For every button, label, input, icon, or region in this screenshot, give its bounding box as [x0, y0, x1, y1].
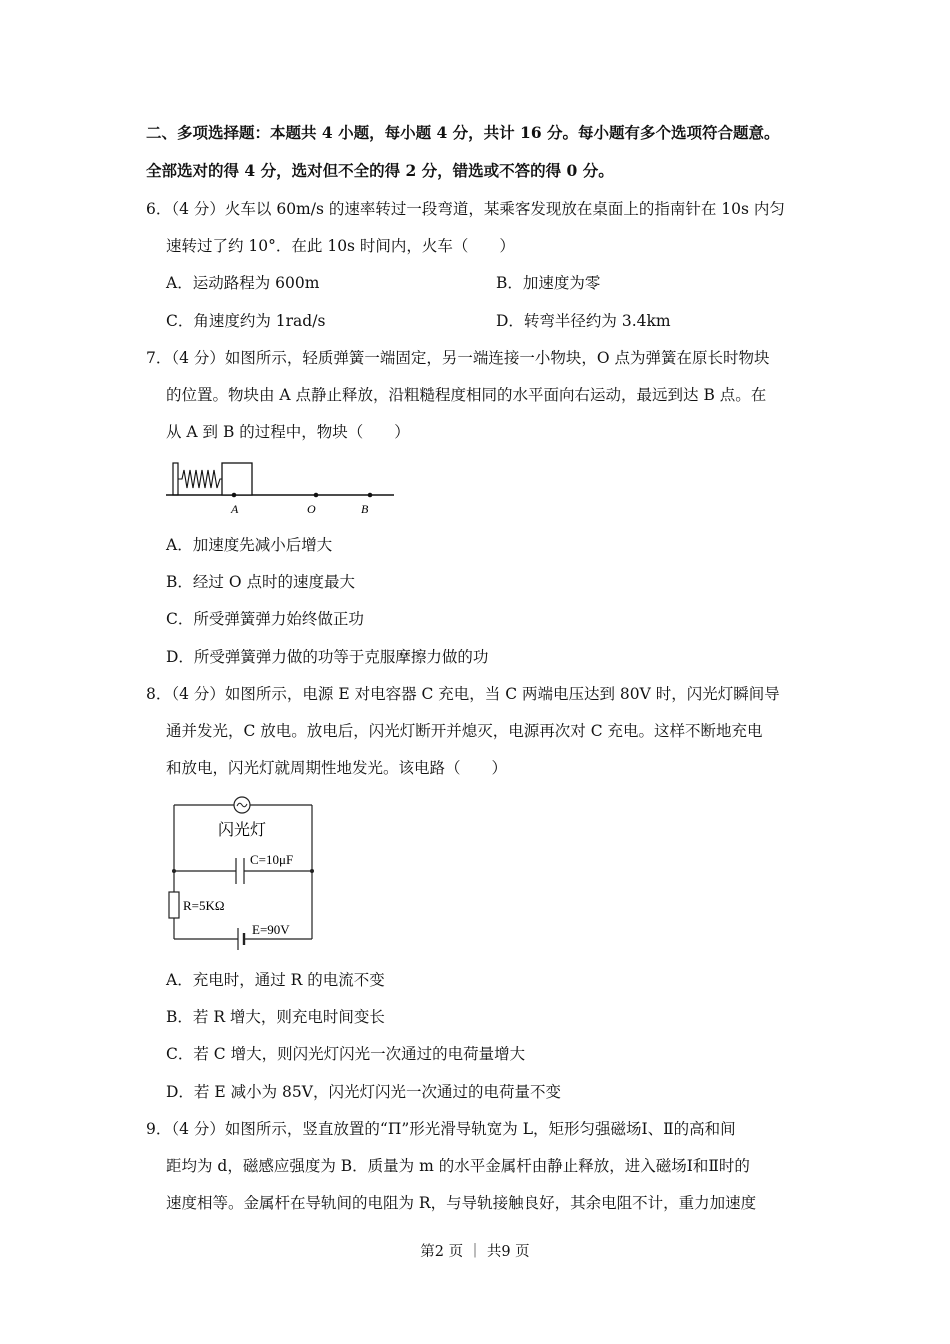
q9-stem-line2: 距均为 d，磁感应强度为 B．质量为 m 的水平金属杆由静止释放，进入磁场Ⅰ和Ⅱ时的	[166, 1157, 750, 1175]
q7-stem-line3: 从 A 到 B 的过程中，物块（ ）	[166, 423, 410, 441]
q9-stem-line3: 速度相等。金属杆在导轨间的电阻为 R，与导轨接触良好，其余电阻不计，重力加速度	[166, 1194, 757, 1212]
point-b	[368, 493, 373, 498]
q6-stem-line2: 速转过了约 10°．在此 10s 时间内，火车（ ）	[166, 237, 515, 255]
q8-stem-line3: 和放电，闪光灯就周期性地发光。该电路（ ）	[166, 759, 508, 777]
point-o	[314, 493, 319, 498]
q8-option-a: A．充电时，通过 R 的电流不变	[166, 971, 385, 989]
source-label: E=90V	[252, 922, 290, 937]
q7-stem-line1: 7．（4 分）如图所示，轻质弹簧一端固定，另一端连接一小物块，O 点为弹簧在原长时物块	[146, 349, 770, 367]
flash-lamp-circuit-figure	[160, 792, 330, 952]
label-o: O	[307, 502, 316, 516]
q6-option-c: C．角速度约为 1rad/s	[166, 312, 326, 330]
q7-option-a: A．加速度先减小后增大	[166, 536, 333, 554]
q7-option-c: C．所受弹簧弹力始终做正功	[166, 610, 364, 628]
q8-option-b: B．若 R 增大，则充电时间变长	[166, 1008, 385, 1026]
label-b: B	[361, 502, 369, 516]
q8-stem-line2: 通并发光，C 放电。放电后，闪光灯断开并熄灭，电源再次对 C 充电。这样不断地充电	[166, 722, 763, 740]
label-a: A	[231, 502, 239, 516]
q6-stem-line1: 6．（4 分）火车以 60m/s 的速率转过一段弯道，某乘客发现放在桌面上的指南针在 10s 内匀	[146, 200, 785, 218]
resistor-label: R=5KΩ	[183, 898, 225, 913]
q6-option-b: B．加速度为零	[496, 274, 601, 292]
lamp-label: 闪光灯	[218, 820, 267, 839]
q7-option-b: B．经过 O 点时的速度最大	[166, 573, 355, 591]
q7-option-d: D．所受弹簧弹力做的功等于克服摩擦力做的功	[166, 648, 489, 666]
resistor	[169, 892, 179, 918]
q7-stem-line2: 的位置。物块由 A 点静止释放，沿粗糙程度相同的水平面向右运动，最远到达 B 点。在	[166, 386, 767, 404]
spring	[178, 470, 222, 488]
q8-option-d: D．若 E 减小为 85V，闪光灯闪光一次通过的电荷量不变	[166, 1083, 561, 1101]
q6-option-d: D．转弯半径约为 3.4km	[496, 312, 671, 330]
capacitor-label: C=10μF	[250, 852, 294, 867]
point-a	[232, 493, 237, 498]
q9-stem-line1: 9．（4 分）如图所示，竖直放置的“Π”形光滑导轨宽为 L，矩形匀强磁场Ⅰ、Ⅱ的高和间	[146, 1120, 736, 1138]
q8-stem-line1: 8．（4 分）如图所示，电源 E 对电容器 C 充电，当 C 两端电压达到 80V 时，闪光灯瞬间导	[146, 685, 780, 703]
section-heading-line1: 二、多项选择题：本题共 4 小题，每小题 4 分，共计 16 分。每小题有多个选项符合题意。	[146, 123, 780, 142]
q6-option-a: A．运动路程为 600m	[166, 274, 320, 292]
page-footer: 第2 页 ｜ 共9 页	[420, 1244, 530, 1260]
spring-block-figure	[160, 455, 400, 519]
q8-option-c: C．若 C 增大，则闪光灯闪光一次通过的电荷量增大	[166, 1045, 526, 1063]
section-heading-line2: 全部选对的得 4 分，选对但不全的得 2 分，错选或不答的得 0 分。	[146, 161, 614, 180]
fixed-wall	[173, 463, 178, 495]
block	[222, 463, 252, 495]
